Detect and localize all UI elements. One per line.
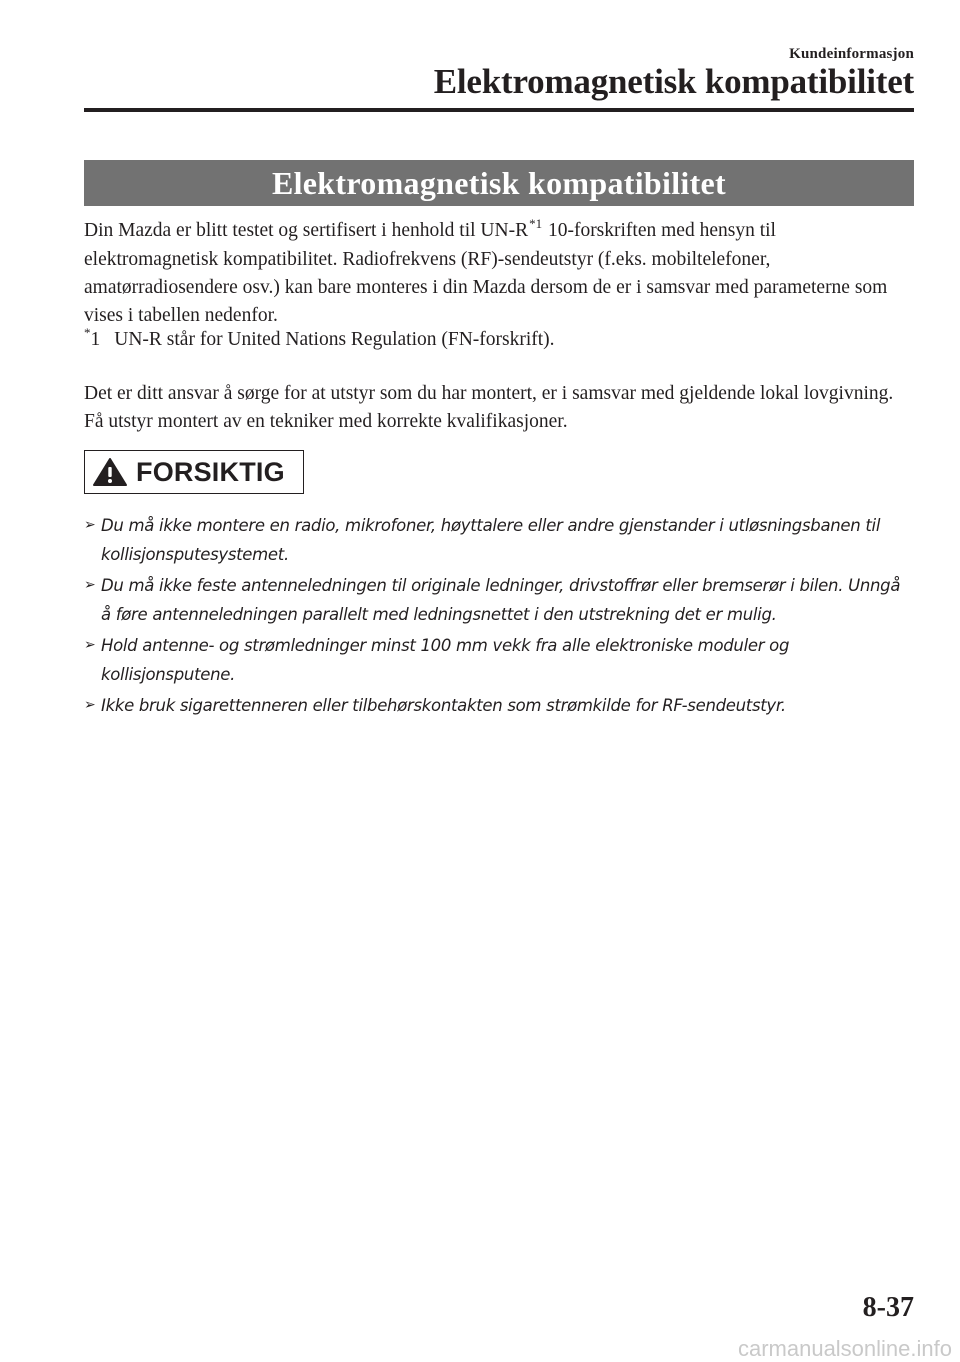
arrow-bullet-icon: ➢ [84,577,96,593]
caution-item [84,571,914,629]
intro-text-start: Din Mazda er blitt testet og sertifisert i henhold til UN-R [84,220,529,241]
section-banner [84,160,914,206]
page-number: 8-37 [862,1292,914,1323]
intro-paragraph [84,217,914,330]
header-section-label: Kundeinformasjon [789,46,914,62]
footnote-reference: *1 [529,216,543,231]
arrow-bullet-icon: ➢ [84,637,96,653]
section-title: Elektromagnetisk kompatibilitet [271,164,727,201]
warning-triangle-icon [92,457,128,487]
footnote [84,326,555,355]
caution-list [84,511,914,722]
caution-item [84,691,914,720]
header-divider [84,108,914,112]
footnote-text: UN-R står for United Nations Regulation (FN-forskrift). [114,329,555,350]
caution-label: FORSIKTIG [136,456,285,487]
arrow-bullet-icon: ➢ [84,517,96,533]
footnote-number: 1 [90,329,101,350]
caution-header [84,450,304,494]
header-title: Elektromagnetisk kompatibilitet [433,62,914,101]
intro-text-rest: 10-forskriften med hensyn til elektromagnetisk kompatibilitet. Radiofrekvens (RF)-sendeutstyr (f.eks. mobiltelefoner, amatørradiosendere osv.) kan bare monteres i din Mazda dersom de er i samsvar med parameterne som vises i tabellen nedenfor. [84,220,888,326]
arrow-bullet-icon: ➢ [84,697,96,713]
caution-item-text: Hold antenne- og strømledninger minst 100 mm vekk fra alle elektroniske moduler og kollisjonsputene. [101,636,790,684]
watermark: carmanualsonline.info [737,1336,952,1361]
caution-item-text: Du må ikke montere en radio, mikrofoner, høyttalere eller andre gjenstander i utløsningsbanen til kollisjonsputesystemet. [101,516,881,564]
caution-item [84,631,914,689]
caution-item-text: Ikke bruk sigarettenneren eller tilbehørskontakten som strømkilde for RF-sendeutstyr. [101,696,786,715]
footnote-marker: * [84,325,91,340]
caution-item-text: Du må ikke feste antenneledningen til originale ledninger, drivstoffrør eller bremserør i bilen. Unngå å føre antenneledningen parallelt med ledningsnettet i den utstrekning det er mulig. [101,576,901,624]
responsibility-paragraph: Det er ditt ansvar å sørge for at utstyr som du har montert, er i samsvar med gjeldende lokal lovgivning. Få utstyr montert av en tekniker med korrekte kvalifikasjoner. [84,383,894,432]
caution-item [84,511,914,569]
